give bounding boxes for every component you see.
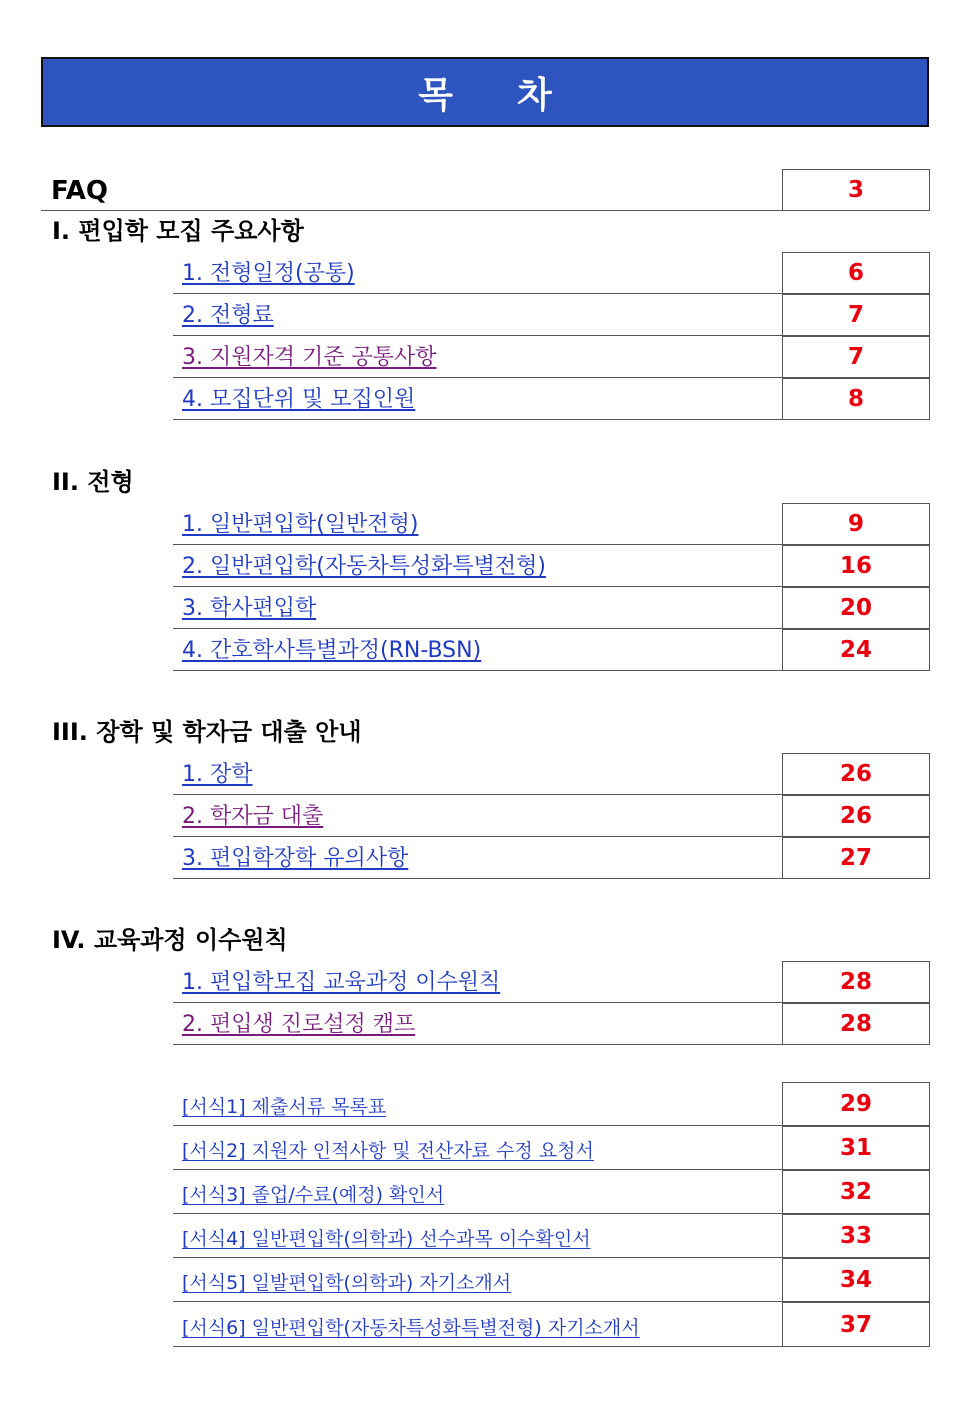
toc-page-number: 7 (782, 336, 930, 378)
toc-page-number: 27 (782, 837, 930, 879)
toc-row[interactable] (173, 753, 930, 795)
toc-link[interactable]: 1. 전형일정(공통) (182, 261, 355, 286)
toc-link[interactable]: 4. 모집단위 및 모집인원 (182, 387, 416, 412)
toc-row[interactable] (173, 252, 930, 294)
toc-link[interactable]: 3. 지원자격 기준 공통사항 (182, 345, 437, 370)
form-link[interactable]: [서식3] 졸업/수료(예정) 확인서 (182, 1184, 445, 1206)
toc-page-number: 16 (782, 545, 930, 587)
toc-page-number: 7 (782, 294, 930, 336)
form-page-number: 34 (782, 1258, 930, 1302)
toc-title-right: 차 (517, 74, 552, 116)
toc-title-banner (41, 57, 929, 127)
faq-page-number: 3 (782, 169, 930, 211)
toc-row[interactable] (173, 837, 930, 879)
toc-page-number: 26 (782, 795, 930, 837)
toc-page-number: 20 (782, 587, 930, 629)
toc-page-number: 28 (782, 1003, 930, 1045)
form-link[interactable]: [서식1] 제출서류 목록표 (182, 1096, 387, 1118)
toc-row[interactable] (173, 336, 930, 378)
faq-label: FAQ (51, 176, 109, 206)
toc-link[interactable]: 1. 장학 (182, 762, 253, 787)
toc-link[interactable]: 2. 전형료 (182, 303, 274, 328)
toc-link[interactable]: 1. 편입학모집 교육과정 이수원칙 (182, 970, 501, 995)
form-link[interactable]: [서식6] 일반편입학(자동차특성화특별전형) 자기소개서 (182, 1317, 640, 1339)
form-link[interactable]: [서식2] 지원자 인적사항 및 전산자료 수정 요청서 (182, 1140, 594, 1162)
section-heading-1: I. 편입학 모집 주요사항 (52, 217, 304, 245)
toc-page-number: 24 (782, 629, 930, 671)
toc-row[interactable] (173, 294, 930, 336)
form-row[interactable] (173, 1302, 930, 1347)
toc-link[interactable]: 3. 학사편입학 (182, 596, 317, 621)
toc-row[interactable] (173, 961, 930, 1003)
toc-link[interactable]: 1. 일반편입학(일반전형) (182, 512, 419, 537)
toc-row[interactable] (173, 1003, 930, 1045)
toc-link[interactable]: 3. 편입학장학 유의사항 (182, 846, 409, 871)
toc-row[interactable] (173, 378, 930, 420)
section-heading-2: II. 전형 (52, 468, 134, 496)
form-page-number: 29 (782, 1082, 930, 1126)
toc-link[interactable]: 2. 일반편입학(자동차특성화특별전형) (182, 554, 546, 579)
form-page-number: 32 (782, 1170, 930, 1214)
toc-link[interactable]: 2. 학자금 대출 (182, 804, 324, 829)
toc-page-number: 26 (782, 753, 930, 795)
toc-row[interactable] (173, 545, 930, 587)
form-link[interactable]: [서식4] 일반편입학(의학과) 선수과목 이수확인서 (182, 1228, 591, 1250)
section-heading-4: IV. 교육과정 이수원칙 (52, 926, 288, 954)
toc-page-number: 9 (782, 503, 930, 545)
toc-link[interactable]: 2. 편입생 진로설정 캠프 (182, 1012, 416, 1037)
form-page-number: 31 (782, 1126, 930, 1170)
toc-row[interactable] (173, 587, 930, 629)
form-page-number: 37 (782, 1302, 930, 1347)
form-row[interactable] (173, 1258, 930, 1302)
form-row[interactable] (173, 1082, 930, 1126)
form-link[interactable]: [서식5] 일발편입학(의학과) 자기소개서 (182, 1272, 512, 1294)
toc-row[interactable] (173, 503, 930, 545)
toc-page-number: 28 (782, 961, 930, 1003)
toc-title-left: 목 (418, 74, 453, 116)
toc-page-number: 8 (782, 378, 930, 420)
section-heading-3: III. 장학 및 학자금 대출 안내 (52, 718, 362, 746)
form-row[interactable] (173, 1170, 930, 1214)
toc-row-faq[interactable] (41, 169, 930, 211)
form-row[interactable] (173, 1214, 930, 1258)
toc-page-number: 6 (782, 252, 930, 294)
toc-row[interactable] (173, 629, 930, 671)
toc-row[interactable] (173, 795, 930, 837)
toc-link[interactable]: 4. 간호학사특별과정(RN-BSN) (182, 638, 482, 663)
form-row[interactable] (173, 1126, 930, 1170)
form-page-number: 33 (782, 1214, 930, 1258)
